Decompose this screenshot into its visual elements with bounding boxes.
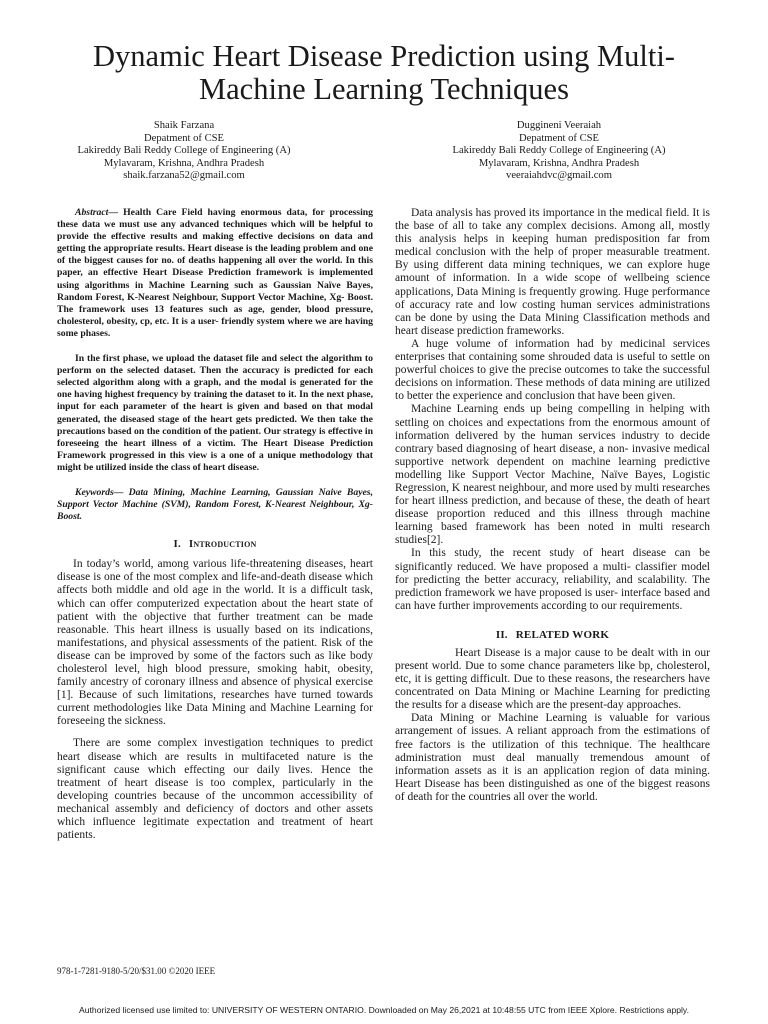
intro-paragraph-1: In today’s world, among various life-threatening diseases, heart disease is one of the most complex and life-and-death disease which affects both middle and old age in the world. It is a difficult task, which can offer computerized expectation about the heart state of patient with the objective that further treatment can be made reasonable. This heart illness is usually based on its indications, manifestations, and physical assessments of the patient. Risk of the disease can be improved by some of the factors such as like body cholesterol level, high blood pressure, smoking habit, obesity, family ancestry of coronary illness and absence of physical exercise [1]. Because of such limitations, researches have turned towards current methodologies like Data Mining and Machine Learning for foreseeing the sickness. <box>57 558 373 728</box>
author-institution: Lakireddy Bali Reddy College of Engineering (A) <box>77 145 291 157</box>
intro-paragraph-6: In this study, the recent study of heart disease can be significantly reduced. We have proposed a multi- classifier model for predicting the better accuracy, reliability, and scalability. The prediction framework we have proposed is user- interface based and can have further improvements according to our requirements. <box>395 547 710 612</box>
related-paragraph-1: Heart Disease is a major cause to be dealt with in our present world. Due to some chance parameters like bp, cholesterol, etc, it is getting difficult. Due to these reasons, the researchers have concentrated on Data Mining or Machine Learning for predicting the results for a disease which are the present-day approaches. <box>395 646 710 712</box>
author-department: Depatment of CSE <box>518 132 600 144</box>
intro-paragraph-5: Machine Learning ends up being compelling in helping with settling on choices and expectations from the enormous amount of information delivered by the human services industry to decide contrary based diagnosing of heart disease, a non- invasive medical supportive network dependent on machine learning predictive modelling like Support Vector Machine, Naïve Bayes, Logistic Regression, K nearest neighbour, and more used by multi researches for heart illness prediction, and because of these, the death of heart disease proportion reduced and this illness through machine learning based framework has been noted in multi research studies[2]. <box>395 403 710 547</box>
section-title: RELATED WORK <box>515 628 610 641</box>
paper-title: Dynamic Heart Disease Prediction using Multi-Machine Learning Techniques <box>93 39 675 106</box>
author-name: Duggineni Veeraiah <box>516 120 602 131</box>
abstract-text: Health Care Field having enormous data, for processing these data we must use any advanced techniques which will be helpful to provide the effective results and making effective decisions on data and getting the appropriate results. Heart disease is the leading problem and one of the biggest causes for no. of deaths happening all over the world. In this paper, an effective Heart Disease Prediction framework is implemented using algorithms in Machine Learning such as Gaussian Naïve Bayes, Random Forest, K-Nearest Neighbour, Support Vector Machine, Xg- Boost. The framework uses 13 features such as age, gender, blood pressure, cholesterol, obesity, cp, etc. It is a user- friendly system where we are having some phases. <box>57 207 373 339</box>
license-notice: Authorized licensed use limited to: UNIVERSITY OF WESTERN ONTARIO. Downloaded on May 26,2021 at 10:48:55 UTC from IEEE Xplore. Restrictions apply. <box>79 1005 689 1015</box>
author-location: Mylavaram, Krishna, Andhra Pradesh <box>103 157 265 169</box>
abstract-dash: — <box>108 207 124 218</box>
copyright-footer: 978-1-7281-9180-5/20/$31.00 ©2020 IEEE <box>57 966 216 976</box>
section-title-first-letter: I <box>188 538 194 551</box>
keywords: Keywords— Data Mining, Machine Learning, Gaussian Naive Bayes, Support Vector Machine (SVM), Random Forest, K-Nearest Neighbour, Xg- Boost. <box>57 486 373 523</box>
author-block-2 <box>409 120 709 183</box>
author-block-1 <box>34 120 334 183</box>
left-column <box>57 207 373 842</box>
intro-paragraph-2: There are some complex investigation techniques to predict heart disease which are results in multifaceted nature is the significant cause which effecting our daily lives. Hence the treatment of heart disease is too complex, particularly in the developing countries because of the uncommon accessibility of mechanical assembly and deficiency of doctors and other assets which influence legitimate expectation and treatment of heart patients. <box>57 737 373 842</box>
abstract-paragraph-2: In the first phase, we upload the dataset file and select the algorithm to perform on the selected dataset. Then the accuracy is predicted for each selected algorithm along with a graph, and the modal is generated for the one having highest frequency by training the dataset to it. In the next phase, input for each parameter of the heart is given and based on that modal generated, the diseased stage of the heart gets predicted. We then take the precautions based on the condition of the patient. Our strategy is effective in foreseeing the heart illness of a victim. The Heart Disease Prediction Framework progressed in this view is a one of a unique methodology that might be utilized inside the class of heart disease. <box>57 353 373 473</box>
section-title: ntroduction <box>193 538 257 551</box>
abstract-paragraph-1 <box>57 207 373 340</box>
related-paragraph-2: Data Mining or Machine Learning is valuable for various arrangement of issues. A reliant approach from the estimations of free factors is the utilization of this technique. The healthcare administration must deal manually tremendous amount of information assets as it is an application region of data mining. Heart Disease has been distinguished as one of the biggest reasons of death for the countries all over the world. <box>395 712 710 803</box>
intro-paragraph-4: A huge volume of information had by medicinal services enterprises that containing some shrouded data is useful to settle on powerful choices to give the precise outcomes to take the successful decisions on information. These methods of data mining are utilized to better the experience and conclusion that have been given. <box>395 337 710 403</box>
right-column <box>395 207 710 804</box>
section-number: I. <box>173 538 181 551</box>
intro-paragraph-3: Data analysis has proved its importance in the medical field. It is the base of all to take any complex decisions. Among all, mostly this analysis helps in keeping human predisposition far from medical conclusion with the help of proper measurable treatment. By using different data mining techniques, we can explore huge amount of information. In a wide scope of wellbeing science applications, Data Mining is frequently growing. Huge performance of accuracy rate and low costing human services administrations can be done by using the Data Mining Classification methods and heart disease prediction frameworks. <box>395 207 710 337</box>
section-heading-related-work <box>395 629 710 642</box>
abstract-label: Abstract <box>75 207 109 218</box>
author-name: Shaik Farzana <box>153 120 215 131</box>
author-email: shaik.farzana52@gmail.com <box>123 170 245 182</box>
author-department: Depatment of CSE <box>143 132 225 144</box>
section-heading-introduction <box>57 538 373 551</box>
author-institution: Lakireddy Bali Reddy College of Engineering (A) <box>452 145 666 157</box>
author-location: Mylavaram, Krishna, Andhra Pradesh <box>478 157 640 169</box>
section-number: II. <box>495 628 508 641</box>
author-email: veeraiahdvc@gmail.com <box>506 170 612 182</box>
